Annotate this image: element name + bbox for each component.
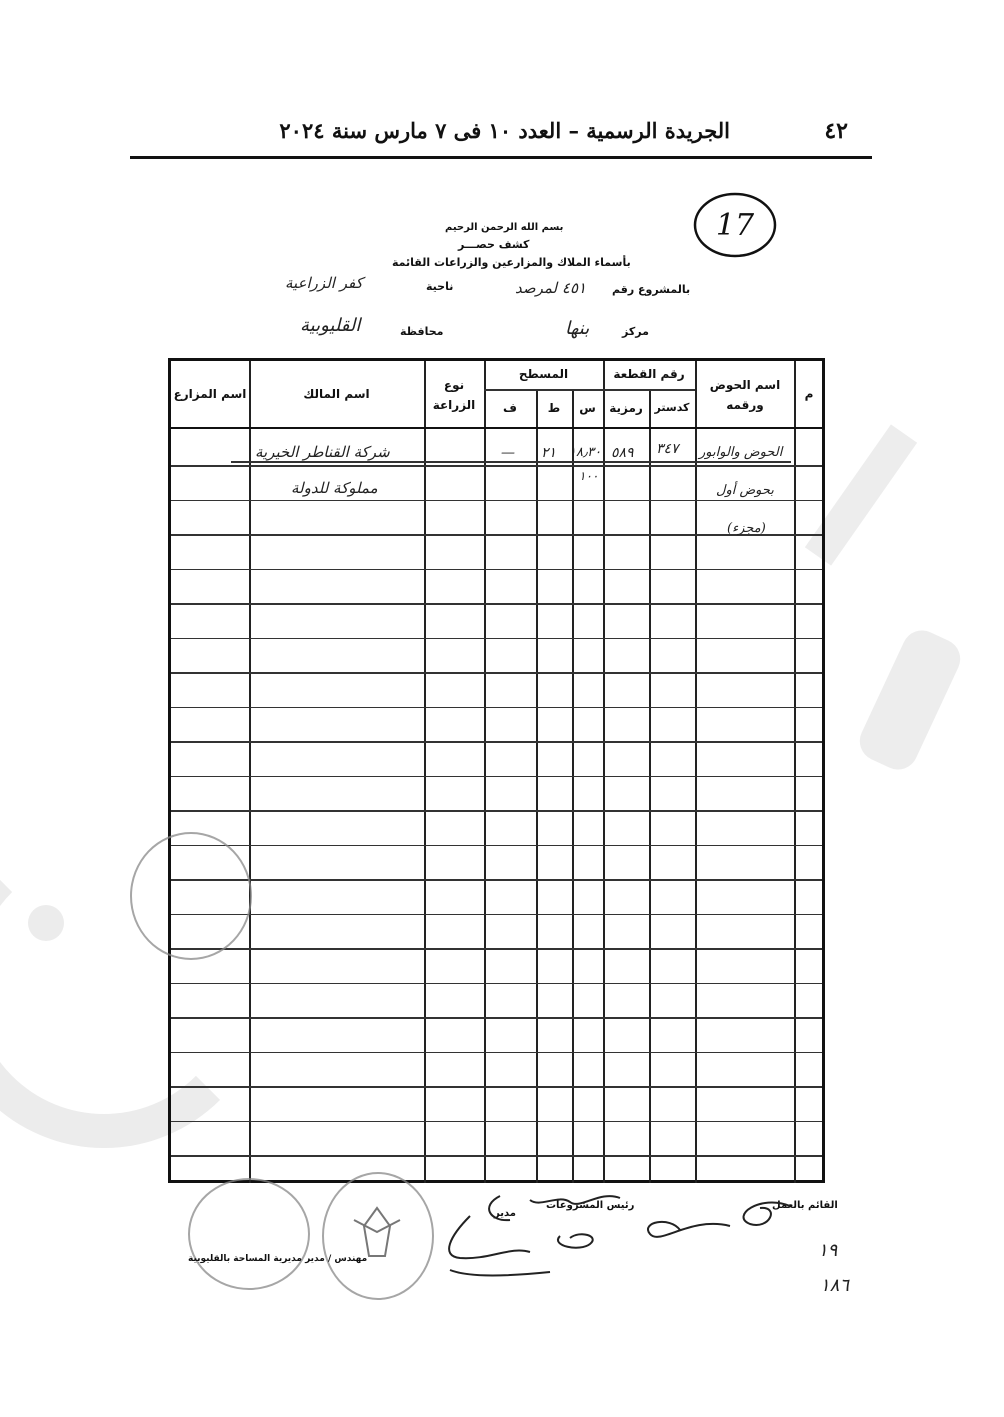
cell-symbolic: ٥٨٩ [611, 445, 634, 461]
cell-f: — [501, 445, 515, 461]
margin-note: ١٩ [818, 1240, 838, 1261]
col-line [424, 361, 426, 1183]
header-farmer: اسم المزارع [173, 387, 247, 401]
sig-projects-head-label: رئيس المشروعات [546, 1200, 635, 1211]
header-f: ف [503, 401, 517, 415]
header-rule [130, 156, 872, 159]
header-s: س [579, 401, 596, 415]
header-line [171, 427, 822, 429]
watermark-blob [853, 624, 967, 776]
governorate-label: محافظة [400, 325, 444, 338]
table-row-line [171, 879, 822, 881]
table-row-line [171, 810, 822, 812]
cell-owner: شركة القناطر الخيرية [255, 443, 390, 461]
cell-basin: الحوض والوابور [699, 445, 783, 460]
form-heading: كشف حصـــر [458, 238, 530, 251]
header-t: ط [547, 401, 561, 415]
page-number: ٤٢ [824, 118, 848, 144]
table-row-line [171, 1086, 822, 1088]
sig-director-label: مدير [494, 1208, 516, 1219]
subheader-line [484, 389, 695, 391]
header-plot-number: رقم القطعة [613, 367, 685, 381]
sig-worker-label: القائم بالعمل [772, 1200, 838, 1211]
table-row-line [171, 569, 822, 571]
sig-engineer-label: مهندس / مدير مديرية المساحة بالقليوبية [188, 1254, 368, 1264]
sheet-number: 17 [715, 208, 755, 243]
table-row-line [171, 948, 822, 950]
table-row-line [171, 500, 822, 502]
header-cadastre: كدستر [654, 401, 690, 414]
sheet-number-circle [690, 190, 780, 260]
header-basin: اسم الحوض ورقمه [709, 378, 781, 412]
header-crop-type: نوع الزراعة [432, 378, 476, 412]
official-stamp-engineer [188, 1178, 310, 1290]
village-value: كفر الزراعية [285, 274, 363, 292]
margin-note-2: ١٨٦ [820, 1275, 850, 1296]
cell-basin-line3: (مجزء) [727, 521, 766, 536]
table-row-line [171, 465, 822, 467]
col-line [484, 361, 486, 1183]
table-row-line [171, 1017, 822, 1019]
table-row-line [171, 776, 822, 778]
form-subheading: بأسماء الملاك والمزارعين والزراعات القائمة [392, 256, 631, 269]
col-line [794, 361, 796, 1183]
table-row-line [171, 638, 822, 640]
project-label: بالمشروع رقم [612, 283, 691, 296]
col-line [572, 391, 574, 1183]
table-row-line [171, 741, 822, 743]
strike-line [231, 461, 791, 463]
header-owner: اسم المالك [303, 387, 370, 401]
table-row-line [171, 1121, 822, 1123]
cell-cadastre: ٣٤٧ [656, 441, 679, 457]
table-row-line [171, 1155, 822, 1157]
governorate-value: القليوبية [300, 315, 361, 336]
header-area: المسطح [518, 367, 569, 381]
table-row-line [171, 914, 822, 916]
cell-basin-line2: بحوض أول [716, 483, 774, 498]
cell-s-line2: ١٠٠ [579, 469, 599, 483]
table-row-line [171, 1052, 822, 1054]
watermark-dot [28, 905, 64, 941]
col-line [603, 361, 605, 1183]
markaz-value: بنها [565, 318, 590, 339]
table-row-line [171, 983, 822, 985]
survey-table [168, 358, 825, 1183]
cell-t: ٢١ [541, 445, 557, 461]
col-line [649, 391, 651, 1183]
col-line [695, 361, 697, 1183]
table-row-line [171, 603, 822, 605]
col-line [536, 391, 538, 1183]
col-line [249, 361, 251, 1183]
handwritten-signatures [430, 1186, 810, 1286]
markaz-label: مركز [622, 325, 649, 338]
table-row-line [171, 672, 822, 674]
official-stamp-left [130, 832, 252, 960]
cell-s: ١٨٫٣٠ [569, 445, 602, 460]
village-label: ناحية [426, 280, 454, 293]
header-symbolic: رمزية [609, 401, 643, 415]
page-header [130, 112, 872, 152]
gazette-title: الجريدة الرسمية – العدد ١٠ فى ٧ مارس سنة ٢٠٢٤ [279, 118, 730, 143]
basmala: بسم الله الرحمن الرحيم [445, 222, 564, 233]
cell-owner-line2: مملوكة للدولة [291, 479, 378, 497]
table-row-line [171, 845, 822, 847]
table-row-line [171, 707, 822, 709]
header-num: م [804, 387, 814, 401]
table-row-line [171, 534, 822, 536]
project-value: ٤٥١ لمرصد [515, 279, 587, 297]
